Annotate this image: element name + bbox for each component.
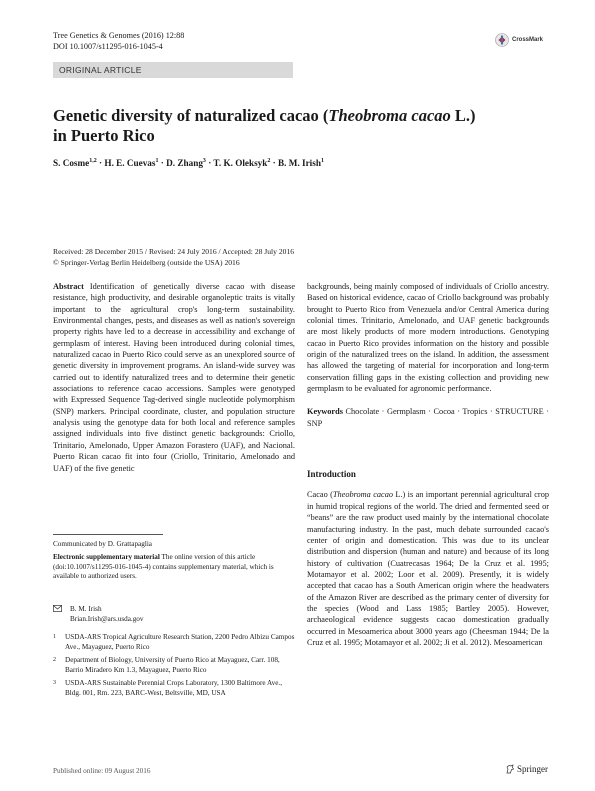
title-line2: in Puerto Rico — [53, 126, 155, 145]
publisher-logo — [505, 764, 548, 774]
title-part2: L.) — [450, 106, 476, 125]
abstract-continued: backgrounds, being mainly composed of individuals of Criollo ancestry. Based on historical evidence, cacao of Criollo background was probably brought to Puerto Rico from Venezuela and/or Central America during colonial times. Trinitario, Amelonado, and UAF genetic backgrounds are most likely products of more modern introductions. Genotyping cacao in Puerto Rico provides information on the history and possible origin of the naturalized trees on the island. In addition, the assessment has allowed the targeting of material for incorporation and long-term conservation filling gaps in the existing collection and providing new germplasm to be evaluated for agronomic performance. — [307, 282, 549, 394]
author[interactable]: S. Cosme$^{1,2}$ — [53, 158, 97, 169]
footnote-rule — [53, 534, 163, 535]
affiliation-item: 1 USDA-ARS Tropical Agriculture Research Station, 2200 Pedro Albizu Campos Ave., Mayaguez, Puerto Rico — [53, 633, 295, 651]
affiliations — [53, 633, 295, 703]
article-dates — [53, 247, 294, 268]
crossmark-badge[interactable] — [495, 33, 543, 47]
journal-citation: Tree Genetics & Genomes (2016) 12:88 — [53, 31, 185, 40]
supplementary-label: Electronic supplementary material — [53, 553, 160, 561]
keywords — [307, 406, 549, 429]
author-list: S. Cosme$^{1,2}$ · H. E. Cuevas$^1$ · D. Zhang$^3$ · T. K. Oleksyk$^2$ · B. M. Irish$^1$ — [53, 158, 324, 169]
published-online: Published online: 09 August 2016 — [53, 767, 151, 775]
envelope-icon — [53, 605, 62, 612]
abstract-text: Identification of genetically diverse cacao with disease resistance, high productivity, and desirable organoleptic traits is vitally important to the agricultural crop's long-term sustainability. Environmental changes, pests, and diseases as well as nation's sovereign property rights have led to a decrease in accessibility and exchange of germplasm of interest. Having been introduced during colonial times, naturalized cacao in Puerto Rico could serve as an unexplored source of genetic diversity in improvement programs. An island-wide survey was carried out to identify naturalized trees and to determine their genetic associations to reference cacao accessions. Samples were genotyped with Expressed Sequence Tag-derived single nucleotide polymorphism (SNP) markers. Principal coordinate, cluster, and population structure analysis using the genotype data for both local and reference samples assigned individuals into five distinct genetic backgrounds: Criollo, Trinitario, Amelonado, Upper Amazon Forastero (UAF), and Nacional. Puerto Rican cacao fit into four (Criollo, Trinitario, Amelonado and UAF) of the five genetic — [53, 282, 296, 473]
author[interactable]: H. E. Cuevas$^1$ — [104, 158, 159, 169]
title-part1: Genetic diversity of naturalized cacao ( — [53, 106, 329, 125]
contact-name: B. M. Irish — [70, 605, 102, 613]
copyright: © Springer-Verlag Berlin Heidelberg (outside the USA) 2016 — [53, 257, 240, 267]
author[interactable]: D. Zhang$^3$ — [166, 158, 206, 169]
abstract-label: Abstract — [53, 282, 84, 291]
publisher-name: Springer — [517, 764, 548, 774]
introduction-heading: Introduction — [307, 469, 356, 480]
communicated-by: Communicated by D. Grattapaglia — [53, 540, 153, 548]
crossmark-label: CrossMark — [512, 37, 544, 43]
doi[interactable]: DOI 10.1007/s11295-016-1045-4 — [53, 42, 163, 51]
author[interactable]: T. K. Oleksyk$^2$ — [213, 158, 271, 169]
affiliation-item: 3 USDA-ARS Sustainable Perennial Crops Laboratory, 1300 Baltimore Ave., Bldg. 001, Rm. 223, BARC-West, Beltsville, MD, USA — [53, 679, 282, 697]
right-column — [307, 281, 549, 648]
journal-header — [53, 30, 184, 52]
affiliation-item: 2 Department of Biology, University of Puerto Rico at Mayaguez, Carr. 108, Barrio Miradero Km 1.3, Mayaguez, Puerto Rico — [53, 656, 280, 674]
corresponding-author — [53, 605, 144, 624]
springer-horse-icon — [505, 764, 515, 774]
author[interactable]: B. M. Irish$^1$ — [278, 158, 324, 169]
article-type-banner: ORIGINAL ARTICLE — [53, 62, 293, 78]
supplementary-text: The online version of this article (doi:10.1007/s11295-016-1045-4) contains supplementary material, which is available to authorized users. — [53, 553, 274, 581]
received-revised-accepted: Received: 28 December 2015 / Revised: 24 July 2016 / Accepted: 28 July 2016 — [53, 247, 295, 256]
supplementary-note — [53, 553, 295, 582]
keywords-text: Chocolate · Germplasm · Cocoa · Tropics · STRUCTURE · SNP — [307, 407, 549, 428]
abstract-column — [53, 281, 295, 474]
article-title — [53, 106, 533, 146]
keywords-label: Keywords — [307, 407, 343, 417]
title-species: Theobroma cacao — [328, 106, 451, 125]
contact-email[interactable]: Brian.Irish@ars.usda.gov — [70, 614, 144, 623]
crossmark-icon — [495, 33, 509, 47]
introduction-text: Cacao (Theobroma cacao L.) is an important perennial agricultural crop in humid tropical regions of the world. The dried and fermented seed or “beans” are the raw product used mainly by the international chocolate manufacturing industry. In the past, much debate surrounded cacao's center of origin and domestication. This was due to its unclear distribution and dispersion (human and nature) and because of its long history of cultivation (Cuatrecasas 1964; De la Cruz et al. 1995; Motamayor et al. 2002; Loor et al. 2009). Presently, it is widely accepted that cacao has a South American origin where the headwaters of the Amazon River are described as the primary center of diversity for the species (Wood and Lass 1985; Bartley 2005). However, archaeological evidence suggests cacao domestication gradually occurred in Mesoamerica about 3000 years ago (Cheesman 1944; De la Cruz et al. 1995; Motamayor et al. 2002; Ji et al. 2012). Mesoamerican — [307, 490, 549, 647]
